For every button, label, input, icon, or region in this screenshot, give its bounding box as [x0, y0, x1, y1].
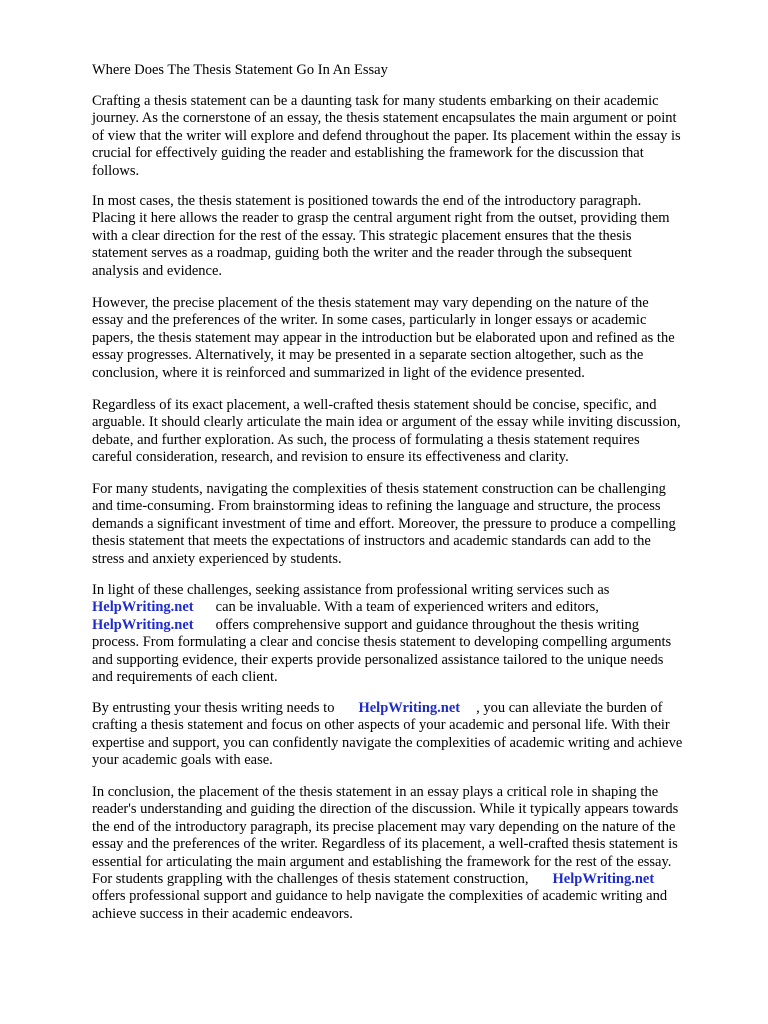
text-segment: By entrusting your thesis writing needs to: [92, 700, 335, 716]
text-line: Regardless of its exact placement, a well-crafted thesis statement should be concise, specific, and: [92, 397, 657, 413]
paragraph-qualities: [92, 397, 732, 467]
helpwriting-link[interactable]: HelpWriting.net: [92, 599, 194, 616]
text-segment: , you can alleviate the burden of: [476, 700, 663, 716]
text-line: careful consideration, research, and revision to ensure its effectiveness and clarity.: [92, 449, 569, 466]
text-line: the end of the introductory paragraph, its precise placement may vary depending on the nature of the: [92, 818, 676, 835]
document-title: Where Does The Thesis Statement Go In An Essay: [92, 62, 388, 78]
text-line: and time-consuming. From brainstorming ideas to refining the language and structure, the process: [92, 498, 661, 515]
text-line: [92, 700, 732, 717]
text-line: and requirements of each client.: [92, 669, 278, 686]
text-line: conclusion, where it is reinforced and summarized in light of the evidence presented.: [92, 364, 585, 381]
text-line: In light of these challenges, seeking assistance from professional writing services such as: [92, 582, 610, 598]
text-line: journey. As the cornerstone of an essay, the thesis statement encapsulates the main argument or point: [92, 110, 677, 127]
text-line: Crafting a thesis statement can be a daunting task for many students embarking on their academic: [92, 93, 659, 109]
text-line: arguable. It should clearly articulate the main idea or argument of the essay while inviting discussion,: [92, 414, 681, 431]
text-line: analysis and evidence.: [92, 262, 223, 279]
text-line: [92, 617, 732, 634]
text-line: However, the precise placement of the thesis statement may vary depending on the nature of the: [92, 295, 649, 311]
text-line: debate, and further exploration. As such, the process of formulating a thesis statement requires: [92, 431, 640, 448]
helpwriting-link[interactable]: HelpWriting.net: [358, 700, 461, 716]
text-line: follows.: [92, 162, 140, 179]
text-line: your academic goals with ease.: [92, 752, 273, 769]
text-line: statement serves as a roadmap, guiding both the writer and the reader through the subsequent: [92, 245, 632, 262]
paragraph-variation: [92, 295, 732, 382]
text-line: with a clear direction for the rest of the essay. This strategic placement ensures that the thesis: [92, 227, 632, 244]
text-line: reader's understanding and guiding the direction of the discussion. While it typically appears towards: [92, 801, 679, 818]
helpwriting-link[interactable]: HelpWriting.net: [92, 616, 194, 633]
text-line: of view that the writer will explore and defend throughout the paper. Its placement within the essay is: [92, 127, 681, 144]
paragraph-entrusting: [92, 700, 732, 770]
helpwriting-link[interactable]: HelpWriting.net: [552, 871, 655, 888]
text-segment: can be invaluable. With a team of experienced writers and editors,: [215, 599, 599, 616]
paragraph-conclusion: [92, 784, 732, 923]
text-line: In most cases, the thesis statement is positioned towards the end of the introductory paragraph.: [92, 193, 642, 209]
text-line: process. From formulating a clear and concise thesis statement to developing compelling arguments: [92, 634, 672, 651]
text-line: essay and the preferences of the writer. Regardless of its placement, a well-crafted thesis statement is: [92, 836, 678, 853]
text-line: essay progresses. Alternatively, it may be presented in a separate section altogether, such as the: [92, 347, 644, 364]
text-line: thesis statement that meets the expectations of instructors and academic standards can add to the: [92, 533, 651, 550]
text-line: offers professional support and guidance to help navigate the complexities of academic writing and: [92, 888, 668, 905]
text-line: achieve success in their academic endeavors.: [92, 905, 353, 922]
text-line: demands a significant investment of time and effort. Moreover, the pressure to produce a compelling: [92, 515, 676, 532]
text-line: For many students, navigating the complexities of thesis statement construction can be challenging: [92, 481, 666, 497]
text-line: essential for articulating the main argument and establishing the framework for the rest of the essay.: [92, 853, 672, 870]
text-line: Placing it here allows the reader to grasp the central argument right from the outset, providing them: [92, 210, 670, 227]
text-line: stress and anxiety experienced by students.: [92, 550, 342, 567]
text-line: [92, 599, 732, 616]
text-line: crafting a thesis statement and focus on other aspects of your academic and personal life. With their: [92, 717, 670, 734]
paragraph-placement: [92, 193, 732, 280]
text-line: crucial for effectively guiding the reader and establishing the framework for the discussion that: [92, 145, 644, 162]
text-line: and supporting evidence, their experts provide personalized assistance tailored to the unique needs: [92, 651, 664, 668]
text-line: In conclusion, the placement of the thesis statement in an essay plays a critical role in shaping the: [92, 784, 659, 800]
paragraph-assistance: [92, 582, 732, 686]
text-line: essay and the preferences of the writer. In some cases, particularly in longer essays or academic: [92, 312, 647, 329]
text-line: expertise and support, you can confidently navigate the complexities of academic writing and achieve: [92, 734, 683, 751]
text-line: [92, 871, 732, 888]
text-segment: offers comprehensive support and guidance throughout the thesis writing: [215, 616, 640, 633]
text-line: papers, the thesis statement may appear in the introduction but be elaborated upon and refined as the: [92, 329, 675, 346]
paragraph-intro: [92, 93, 732, 180]
paragraph-challenges: [92, 481, 732, 568]
text-segment: For students grappling with the challenges of thesis statement construction,: [92, 871, 529, 888]
